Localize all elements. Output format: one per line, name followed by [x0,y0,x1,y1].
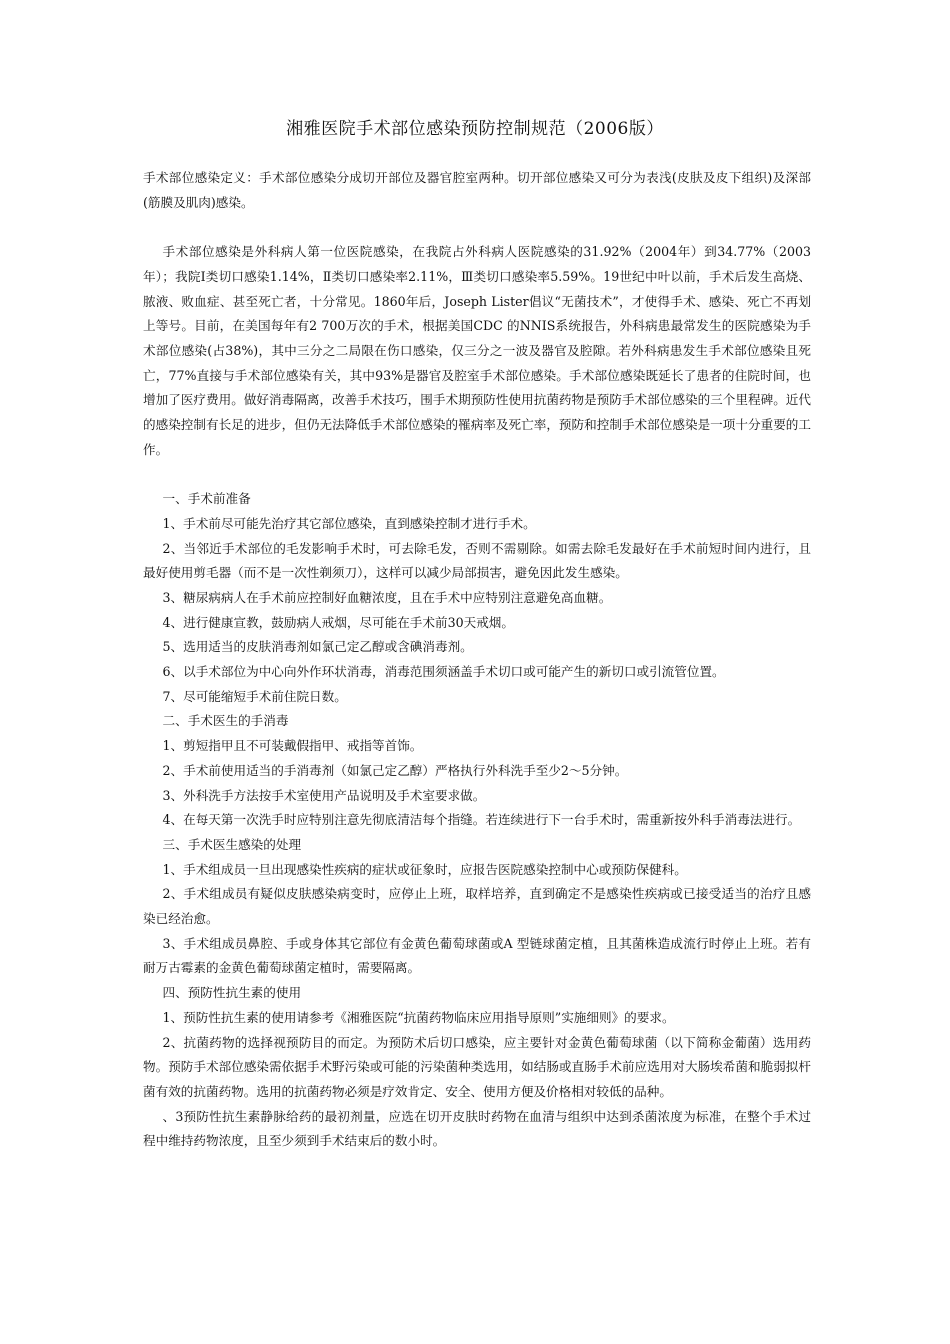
list-item: 3、外科洗手方法按手术室使用产品说明及手术室要求做。 [162,787,486,803]
list-item: 3、糖尿病病人在手术前应控制好血糖浓度，且在手术中应特别注意避免高血糖。 [162,589,612,605]
list-item: 7、尽可能缩短手术前住院日数。 [162,688,347,704]
list-item: 5、选用适当的皮肤消毒剂如氯己定乙醇或含碘消毒剂。 [162,639,473,655]
list-item: 2、抗菌药物的选择视预防目的而定。为预防术后切口感染，应主要针对金黄色葡萄球菌（以下简称金葡菌）选用药物。预防手术部位感染需依据手术野污染或可能的污染菌种类选用，如结肠或直肠手术前应选用对大肠埃希菌和脆弱拟杆菌有效的抗菌药物。选用的抗菌药物必须是疗效肯定、安全、使用方便及价格相对较低的品种。 [143,1034,811,1099]
list-item: 2、手术前使用适当的手消毒剂（如氯己定乙醇）严格执行外科洗手至少2～5分钟。 [162,762,628,778]
paragraph-spacer [143,462,811,487]
section-heading-preop: 一、手术前准备 [162,491,251,507]
list-item: 4、进行健康宣教，鼓励病人戒烟，尽可能在手术前30天戒烟。 [162,614,514,630]
paragraph-spacer [143,215,811,240]
list-item: 6、以手术部位为中心向外作环状消毒，消毒范围须涵盖手术切口或可能产生的新切口或引流管位置。 [162,664,725,680]
list-item: 4、在每天第一次洗手时应特别注意先彻底清洁每个指缝。若连续进行下一台手术时，需重新按外科手消毒法进行。 [162,812,801,828]
list-item: 3、手术组成员鼻腔、手或身体其它部位有金黄色葡萄球菌或A 型链球菌定植，且其菌株造成流行时停止上班。若有耐万古霉素的金黄色葡萄球菌定植时，需要隔离。 [143,935,811,976]
section-heading-hand-disinfection: 二、手术医生的手消毒 [162,713,289,729]
section-heading-surgeon-infection: 三、手术医生感染的处理 [162,836,302,852]
list-item: 1、预防性抗生素的使用请参考《湘雅医院“抗菌药物临床应用指导原则”实施细则》的要求。 [162,1009,675,1025]
section-heading-antibiotics: 四、预防性抗生素的使用 [162,985,302,1001]
document-title: 湘雅医院手术部位感染预防控制规范（2006版） [286,119,664,139]
list-item: 、3预防性抗生素静脉给药的最初剂量，应选在切开皮肤时药物在血清与组织中达到杀菌浓度为标准，在整个手术过程中维持药物浓度，且至少须到手术结束后的数小时。 [143,1108,811,1149]
list-item: 1、剪短指甲且不可装戴假指甲、戒指等首饰。 [162,738,423,754]
document-body [143,166,811,1154]
intro-paragraph: 手术部位感染是外科病人第一位医院感染，在我院占外科病人医院感染的31.92%（2004年）到34.77%（2003年）；我院Ⅰ类切口感染1.14%，Ⅱ类切口感染率2.11%，Ⅲ类切口感染率5.59%。19世纪中叶以前，手术后发生高烧、脓液、败血症、甚至死亡者，十分常见。1860年后，Joseph Lister倡议“无菌技术”，才使得手术、感染、死亡不再划上等号。目前，在美国每年有2 700万次的手术，根据美国CDC 的NNIS系统报告，外科病患最常发生的医院感染为手术部位感染(占38%)，其中三分之二局限在伤口感染，仅三分之一波及器官及腔隙。若外科病患发生手术部位感染且死亡，77%直接与手术部位感染有关，其中93%是器官及腔室手术部位感染。手术部位感染既延长了患者的住院时间，也增加了医疗费用。做好消毒隔离，改善手术技巧，围手术期预防性使用抗菌药物是预防手术部位感染的三个里程碑。近代的感染控制有长足的进步，但仍无法降低手术部位感染的罹病率及死亡率，预防和控制手术部位感染是一项十分重要的工作。 [143,244,811,457]
list-item: 2、当邻近手术部位的毛发影响手术时，可去除毛发，否则不需剔除。如需去除毛发最好在手术前短时间内进行，且最好使用剪毛器（而不是一次性剃须刀），这样可以减少局部损害，避免因此发生感染。 [143,540,811,581]
definition-paragraph: 手术部位感染定义：手术部位感染分成切开部位及器官腔室两种。切开部位感染又可分为表浅(皮肤及皮下组织)及深部(筋膜及肌肉)感染。 [143,170,811,210]
list-item: 1、手术组成员一旦出现感染性疾病的症状或征象时，应报告医院感染控制中心或预防保健科。 [162,861,687,877]
list-item: 2、手术组成员有疑似皮肤感染病变时，应停止上班，取样培养，直到确定不是感染性疾病或已接受适当的治疗且感染已经治愈。 [143,886,811,927]
list-item: 1、手术前尽可能先治疗其它部位感染，直到感染控制才进行手术。 [162,515,536,531]
